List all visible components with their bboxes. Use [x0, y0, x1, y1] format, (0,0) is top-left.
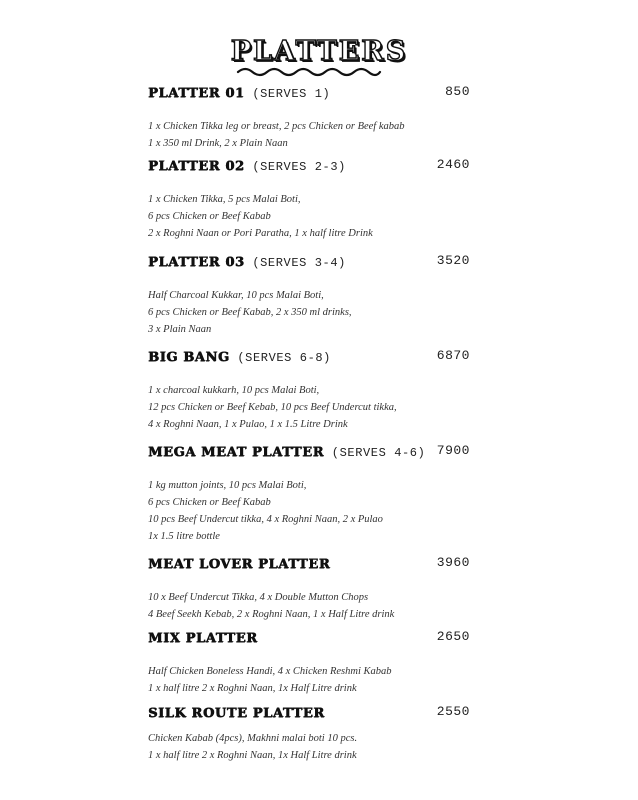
- item-price: 2650: [436, 629, 470, 644]
- item-serves: (SERVES 3-4): [244, 256, 346, 270]
- description-line: 12 pcs Chicken or Beef Kebab, 10 pcs Beef Undercut tikka,: [148, 402, 397, 413]
- item-serves: (SERVES 2-3): [244, 160, 346, 174]
- item-price: 850: [445, 84, 470, 99]
- item-name: PLATTER 03: [148, 255, 245, 270]
- item-price: 2550: [436, 704, 470, 719]
- menu-item: [148, 704, 470, 764]
- menu-item: [148, 157, 470, 242]
- menu-item: [148, 443, 470, 545]
- description-line: 6 pcs Chicken or Beef Kabab, 2 x 350 ml drinks,: [148, 307, 352, 318]
- description-line: 4 x Roghni Naan, 1 x Pulao, 1 x 1.5 Litre Drink: [148, 419, 348, 430]
- menu-item: [148, 555, 470, 623]
- description-line: 3 x Plain Naan: [148, 324, 212, 335]
- item-price: 6870: [436, 348, 470, 363]
- description-line: Half Chicken Boneless Handi, 4 x Chicken Reshmi Kabab: [148, 666, 392, 677]
- description-line: 10 x Beef Undercut Tikka, 4 x Double Mutton Chops: [148, 592, 369, 603]
- menu-item: [148, 253, 470, 338]
- item-price: 2460: [436, 157, 470, 172]
- description-line: 6 pcs Chicken or Beef Kabab: [148, 211, 271, 222]
- item-description: [148, 191, 470, 242]
- item-name: MEAT LOVER PLATTER: [148, 557, 331, 572]
- item-serves: (SERVES 4-6): [323, 446, 426, 460]
- item-description: [148, 663, 470, 697]
- item-serves: (SERVES 6-8): [229, 351, 331, 365]
- description-line: 1 x Chicken Tikka, 5 pcs Malai Boti,: [148, 194, 301, 205]
- description-line: 1 x 350 ml Drink, 2 x Plain Naan: [148, 138, 288, 149]
- description-line: 1 x charcoal kukkarh, 10 pcs Malai Boti,: [148, 385, 320, 396]
- item-price: 3520: [436, 253, 470, 268]
- item-name: MEGA MEAT PLATTER: [148, 445, 324, 460]
- description-line: Half Charcoal Kukkar, 10 pcs Malai Boti,: [148, 290, 324, 301]
- description-line: 2 x Roghni Naan or Pori Paratha, 1 x half litre Drink: [148, 228, 373, 239]
- item-description: [148, 730, 470, 764]
- item-name: MIX PLATTER: [148, 631, 258, 646]
- item-serves: (SERVES 1): [244, 87, 331, 101]
- menu-item: [148, 84, 470, 152]
- page-title: PLATTERS: [230, 36, 408, 67]
- description-line: Chicken Kabab (4pcs), Makhni malai boti 10 pcs.: [148, 733, 358, 744]
- description-line: 4 Beef Seekh Kebab, 2 x Roghni Naan, 1 x Half Litre drink: [148, 609, 395, 620]
- item-name: SILK ROUTE PLATTER: [148, 706, 325, 721]
- item-price: 3960: [436, 555, 470, 570]
- description-line: 1 kg mutton joints, 10 pcs Malai Boti,: [148, 480, 307, 491]
- item-name: PLATTER 01: [148, 86, 245, 101]
- description-line: 1 x Chicken Tikka leg or breast, 2 pcs Chicken or Beef kabab: [148, 121, 405, 132]
- description-line: 1x 1.5 litre bottle: [148, 531, 220, 542]
- item-name: PLATTER 02: [148, 159, 245, 174]
- wave-divider: [236, 65, 382, 79]
- item-description: [148, 118, 470, 152]
- item-description: [148, 477, 470, 545]
- item-description: [148, 382, 470, 433]
- item-description: [148, 287, 470, 338]
- item-name: BIG BANG: [148, 350, 230, 365]
- description-line: 1 x half litre 2 x Roghni Naan, 1x Half Litre drink: [148, 750, 357, 761]
- description-line: 1 x half litre 2 x Roghni Naan, 1x Half Litre drink: [148, 683, 357, 694]
- description-line: 6 pcs Chicken or Beef Kabab: [148, 497, 271, 508]
- item-price: 7900: [436, 443, 470, 458]
- menu-item: [148, 629, 470, 697]
- menu-item: [148, 348, 470, 433]
- description-line: 10 pcs Beef Undercut tikka, 4 x Roghni Naan, 2 x Pulao: [148, 514, 383, 525]
- item-description: [148, 589, 470, 623]
